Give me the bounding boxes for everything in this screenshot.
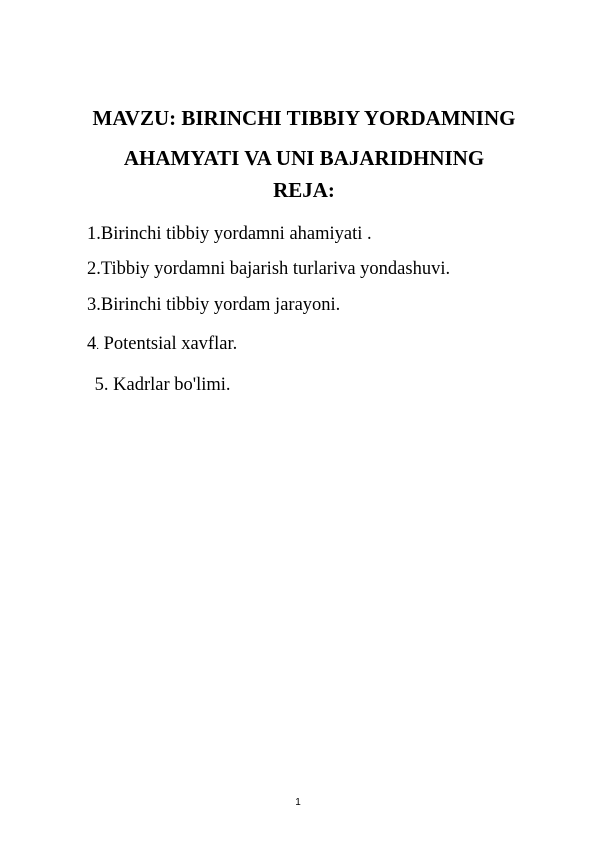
plan-heading: REJA:: [273, 178, 335, 202]
plan-item-2: 2.Tibbiy yordamni bajarish turlariva yondashuvi.: [87, 259, 451, 279]
plan-item-4: [87, 333, 237, 357]
plan-item-4-text: Potentsial xavflar.: [99, 334, 238, 354]
plan-item-3: 3.Birinchi tibbiy yordam jarayoni.: [87, 295, 341, 315]
plan-item-1: 1.Birinchi tibbiy yordamni ahamiyati .: [87, 224, 372, 244]
plan-item-5: 5. Kadrlar bo'limi.: [90, 375, 231, 395]
page-number: 1: [295, 797, 301, 808]
plan-item-4-number: 4: [87, 334, 97, 354]
plan-item-4-separator: .: [96, 340, 99, 352]
document-title-line-1: MAVZU: BIRINCHI TIBBIY YORDAMNING: [92, 106, 516, 130]
document-title-line-2: AHAMYATI VA UNI BAJARIDHNING: [123, 146, 485, 170]
